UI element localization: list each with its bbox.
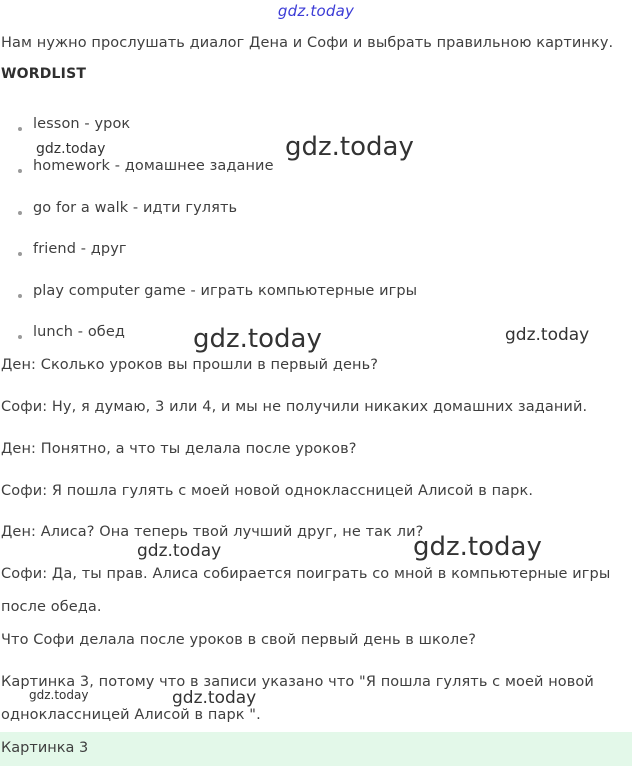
bullet-icon (18, 127, 22, 131)
watermark: gdz.today (137, 541, 222, 561)
bullet-icon (18, 252, 22, 256)
wordlist-item-text: go for a walk - идти гулять (33, 200, 238, 216)
bullet-icon (18, 169, 22, 173)
header-watermark: gdz.today (277, 2, 355, 20)
question-text: Что Софи делала после уроков в свой первый день в школе? (1, 632, 477, 648)
dialogue-line: Софи: Да, ты прав. Алиса собирается поиграть со мной в компьютерные игры (1, 566, 611, 582)
wordlist-item-text: homework - домашнее задание (33, 158, 274, 174)
dialogue-line: Ден: Сколько уроков вы прошли в первый день? (1, 357, 379, 373)
answer-text: Картинка 3 (1, 740, 89, 756)
watermark: gdz.today (505, 325, 590, 345)
dialogue-line: Ден: Понятно, а что ты делала после уроков? (1, 441, 357, 457)
bullet-icon (18, 335, 22, 339)
watermark: gdz.today (36, 141, 106, 157)
watermark: gdz.today (172, 688, 257, 708)
dialogue-line: Софи: Я пошла гулять с моей новой одноклассницей Алисой в парк. (1, 483, 534, 499)
watermark: gdz.today (413, 532, 542, 562)
dialogue-line: после обеда. (1, 599, 102, 615)
bullet-icon (18, 211, 22, 215)
answer-box (0, 732, 632, 766)
wordlist-heading: WORDLIST (1, 66, 87, 82)
dialogue-line: Ден: Алиса? Она теперь твой лучший друг, не так ли? (1, 524, 424, 540)
watermark: gdz.today (193, 324, 322, 354)
dialogue-line: Софи: Ну, я думаю, 3 или 4, и мы не получили никаких домашних заданий. (1, 399, 588, 415)
explanation-line: Картинка 3, потому что в записи указано что "Я пошла гулять с моей новой (1, 674, 594, 690)
wordlist-item-text: lesson - урок (33, 116, 131, 132)
explanation-line: одноклассницей Алисой в парк ". (1, 707, 261, 723)
watermark: gdz.today (285, 132, 414, 162)
intro-text: Нам нужно прослушать диалог Дена и Софи и выбрать правильною картинку. (1, 35, 614, 51)
wordlist-item-text: lunch - обед (33, 324, 125, 340)
wordlist-item-text: friend - друг (33, 241, 127, 257)
bullet-icon (18, 294, 22, 298)
watermark: gdz.today (29, 688, 89, 702)
wordlist-item-text: play computer game - играть компьютерные игры (33, 283, 418, 299)
